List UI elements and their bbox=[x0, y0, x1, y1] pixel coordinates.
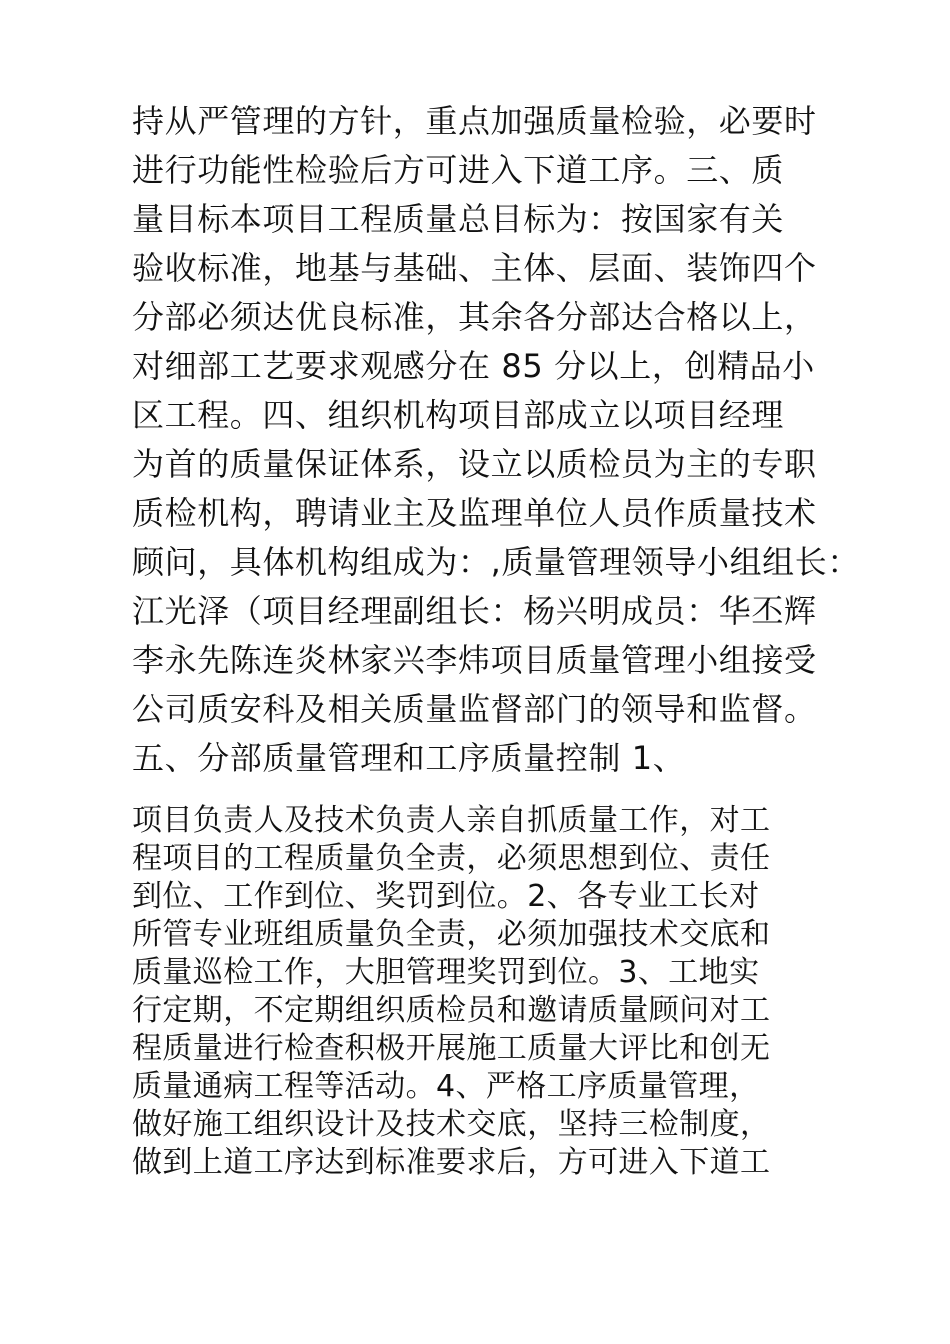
text-line: 区工程。四、组织机构项目部成立以项目经理 bbox=[132, 396, 785, 434]
text-line: 公司质安科及相关质量监督部门的领导和监督。 bbox=[132, 690, 817, 728]
text-line: 质量通病工程等活动。4、严格工序质量管理， bbox=[132, 1069, 760, 1104]
text-line: 到位、工作到位、奖罚到位。2、各专业工长对 bbox=[132, 879, 760, 914]
text-line: 程质量进行检查积极开展施工质量大评比和创无 bbox=[132, 1031, 771, 1066]
text-line: 验收标准，地基与基础、主体、层面、装饰四个 bbox=[132, 249, 817, 287]
text-line: 量目标本项目工程质量总目标为：按国家有关 bbox=[132, 200, 785, 238]
text-line: 做到上道工序达到标准要求后，方可进入下道工 bbox=[132, 1145, 771, 1180]
text-line: 质量巡检工作，大胆管理奖罚到位。3、工地实 bbox=[132, 955, 760, 990]
text-line: 顾问，具体机构组成为：,质量管理领导小组组长： bbox=[132, 543, 860, 581]
text-line: 做好施工组织设计及技术交底，坚持三检制度， bbox=[132, 1107, 771, 1142]
text-line: 李永先陈连炎林家兴李炜项目质量管理小组接受 bbox=[132, 641, 817, 679]
text-line: 持从严管理的方针，重点加强质量检验，必要时 bbox=[132, 102, 817, 140]
text-line: 为首的质量保证体系，设立以质检员为主的专职 bbox=[132, 445, 817, 483]
text-line: 行定期，不定期组织质检员和邀请质量顾问对工 bbox=[132, 993, 771, 1028]
text-line: 五、分部质量管理和工序质量控制 1、 bbox=[132, 739, 686, 777]
text-line: 对细部工艺要求观感分在 85 分以上，创精品小 bbox=[132, 347, 815, 385]
text-line: 进行功能性检验后方可进入下道工序。三、质 bbox=[132, 151, 785, 189]
text-line: 所管专业班组质量负全责，必须加强技术交底和 bbox=[132, 917, 771, 952]
text-line: 项目负责人及技术负责人亲自抓质量工作，对工 bbox=[132, 803, 771, 838]
text-line: 质检机构，聘请业主及监理单位人员作质量技术 bbox=[132, 494, 817, 532]
text-line: 程项目的工程质量负全责，必须思想到位、责任 bbox=[132, 841, 771, 876]
text-line: 分部必须达优良标准，其余各分部达合格以上， bbox=[132, 298, 817, 336]
text-line: 江光泽（项目经理副组长：杨兴明成员：华丕辉 bbox=[132, 592, 817, 630]
